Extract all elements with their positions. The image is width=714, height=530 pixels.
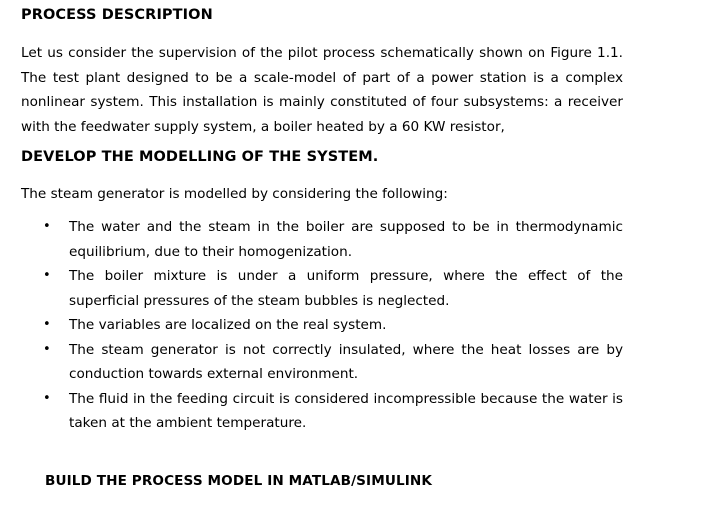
develop-modelling-heading: DEVELOP THE MODELLING OF THE SYSTEM. (21, 149, 379, 165)
modelling-intro-text: The steam generator is modelled by considering the following: (21, 186, 448, 202)
list-item-text: The fluid in the feeding circuit is considered incompressible because the water is taken at the ambient temperature. (69, 390, 623, 431)
process-description-heading: PROCESS DESCRIPTION (21, 7, 213, 23)
list-item-text: The variables are localized on the real system. (69, 317, 387, 333)
list-item-text: The water and the steam in the boiler are supposed to be in thermodynamic equilibrium, due to their homogenization. (69, 219, 623, 260)
process-description-paragraph: Let us consider the supervision of the pilot process schematically shown on Figure 1.1. The test plant designed to be a scale-model of part of a power station is a complex nonlinear system. This installation is mainly constituted of four subsystems: a receiver with the feedwater supply system, a boiler heated by a 60 KW resistor, (21, 45, 623, 135)
list-item (21, 313, 623, 338)
list-item (21, 264, 623, 313)
bullet-icon: • (43, 219, 51, 234)
bullet-icon: • (43, 317, 51, 332)
list-item (21, 215, 623, 264)
bullet-icon: • (43, 268, 51, 283)
assumptions-list (21, 215, 623, 436)
list-item (21, 338, 623, 387)
bullet-icon: • (43, 341, 51, 357)
build-process-model-heading: BUILD THE PROCESS MODEL IN MATLAB/SIMULINK (45, 473, 432, 489)
list-item (21, 387, 623, 436)
list-item-text: The steam generator is not correctly insulated, where the heat losses are by conduction towards external environment. (69, 341, 623, 382)
list-item-text: The boiler mixture is under a uniform pressure, where the effect of the superficial pressures of the steam bubbles is neglected. (69, 268, 623, 309)
bullet-icon: • (43, 390, 51, 406)
